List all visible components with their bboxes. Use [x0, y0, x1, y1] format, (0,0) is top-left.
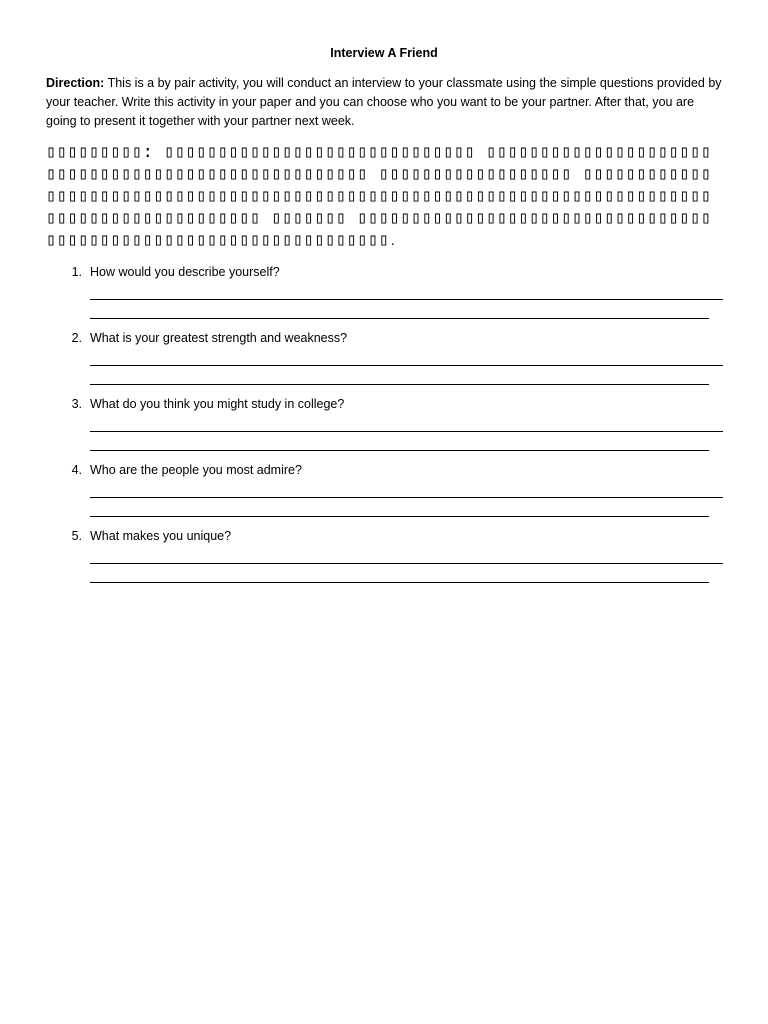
question-text: Who are the people you most admire?: [90, 463, 302, 477]
direction-alt-paragraph: [46, 141, 722, 253]
question-number: 5.: [71, 529, 82, 543]
direction-alt-text: ▯▯▯▯▯▯▯▯▯: ▯▯▯▯▯▯▯▯▯▯▯▯▯▯▯▯▯▯▯▯▯▯▯▯▯▯▯▯▯ ▯▯▯▯▯▯▯▯▯▯▯▯▯▯▯▯▯▯▯▯▯▯▯▯▯▯▯▯▯▯▯▯▯▯▯▯▯▯▯▯▯▯▯▯▯▯▯▯▯▯▯ ▯▯▯▯▯▯▯▯▯▯▯▯▯▯▯▯▯▯ ▯▯▯▯▯▯▯▯▯▯▯▯▯▯▯▯▯▯▯▯▯▯▯▯▯▯▯▯▯▯▯▯▯▯▯▯▯▯▯▯▯▯▯▯▯▯▯▯▯▯▯▯▯▯▯▯▯▯▯▯▯▯▯▯▯▯▯▯▯▯▯▯▯▯▯▯▯▯▯▯▯▯▯▯▯▯▯▯▯▯▯▯▯▯ ▯▯▯▯▯▯▯ ▯▯▯▯▯▯▯▯▯▯▯▯▯▯▯▯▯▯▯▯▯▯▯▯▯▯▯▯▯▯▯▯▯▯▯▯▯▯▯▯▯▯▯▯▯▯▯▯▯▯▯▯▯▯▯▯▯▯▯▯▯▯▯▯▯: [46, 142, 712, 250]
question-item: [46, 461, 722, 517]
question-row: [46, 329, 722, 347]
question-number: 1.: [71, 265, 82, 279]
question-row: [46, 263, 722, 281]
direction-alt-end: .: [389, 235, 397, 248]
question-row: [46, 461, 722, 479]
page-title: Interview A Friend: [330, 46, 438, 60]
answer-line[interactable]: [90, 432, 709, 451]
question-row: [46, 527, 722, 545]
answer-line[interactable]: [90, 413, 723, 432]
direction-text: This is a by pair activity, you will conduct an interview to your classmate using the simple questions provided by your teacher. Write this activity in your paper and you can choose who you want to be your partner. After that, you are going to present it together with your partner next week.: [46, 76, 722, 128]
direction-paragraph: [46, 74, 722, 131]
question-item: [46, 329, 722, 385]
answer-line[interactable]: [90, 300, 709, 319]
question-text: What is your greatest strength and weakness?: [90, 331, 348, 345]
answer-line[interactable]: [90, 347, 723, 366]
question-text: What do you think you might study in college?: [90, 397, 345, 411]
answer-line[interactable]: [90, 564, 709, 583]
answer-line[interactable]: [90, 498, 709, 517]
question-row: [46, 395, 722, 413]
answer-line[interactable]: [90, 545, 723, 564]
answer-line[interactable]: [90, 281, 723, 300]
direction-label: Direction:: [46, 76, 105, 90]
answer-line[interactable]: [90, 366, 709, 385]
question-list: [46, 263, 722, 583]
question-number: 2.: [71, 331, 82, 345]
question-number: 4.: [71, 463, 82, 477]
question-text: How would you describe yourself?: [90, 265, 280, 279]
question-item: [46, 395, 722, 451]
question-item: [46, 263, 722, 319]
answer-line[interactable]: [90, 479, 723, 498]
question-item: [46, 527, 722, 583]
question-number: 3.: [71, 397, 82, 411]
question-text: What makes you unique?: [90, 529, 232, 543]
